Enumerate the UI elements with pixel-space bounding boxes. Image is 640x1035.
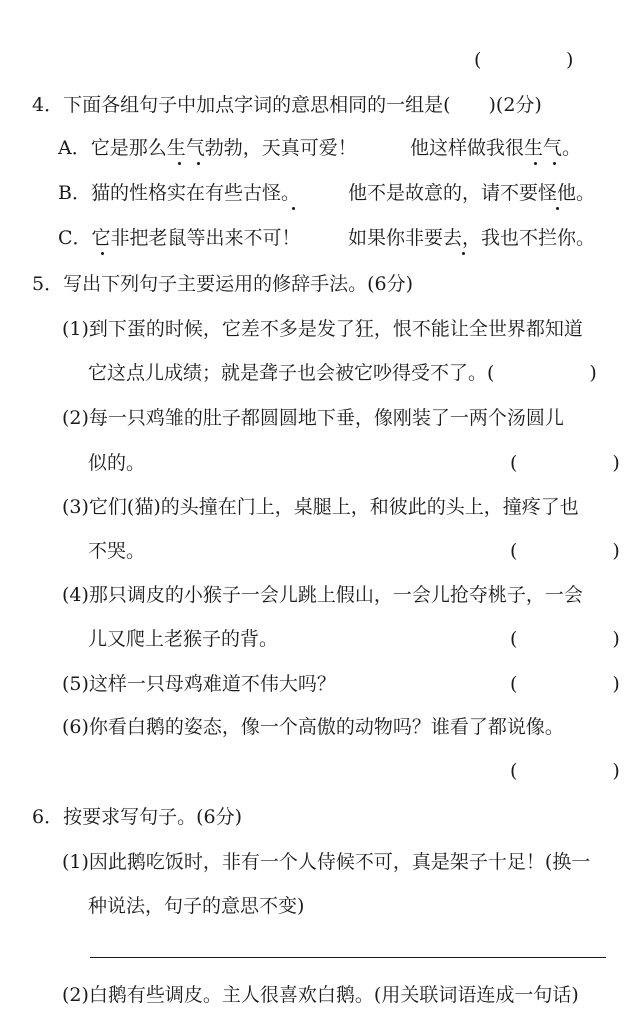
option-c-right: 如果你非要去，我也不拦你。 <box>348 227 596 249</box>
q5-item-6-answer[interactable]: ( ) <box>510 760 620 782</box>
q5-item-6: (6)你看白鹅的姿态，像一个高傲的动物吗？谁看了都说像。 <box>62 716 564 738</box>
option-b-right: 他不是故意的，请不要怪他。 <box>348 182 596 204</box>
emphasis-dot <box>553 162 556 165</box>
q5-item-2-line-2: 似的。 <box>88 452 146 474</box>
emphasis-dot <box>101 252 104 255</box>
q5-item-3-answer[interactable]: ( ) <box>510 540 620 562</box>
question-6-stem: 6．按要求写句子。(6分) <box>32 806 243 828</box>
emphasis-dot <box>178 162 181 165</box>
emphasis-dot <box>556 207 559 210</box>
q5-item-5-answer[interactable]: ( ) <box>510 673 620 695</box>
answer-parentheses[interactable]: ( ) <box>474 49 574 71</box>
question-5-stem: 5．写出下列句子主要运用的修辞手法。(6分) <box>32 273 414 295</box>
q6-item-2: (2)白鹅有些调皮。主人很喜欢白鹅。(用关联词语连成一句话) <box>62 984 579 1006</box>
option-b-left: B．猫的性格实在有些古怪。 <box>58 182 300 204</box>
q5-item-3-line-2: 不哭。 <box>88 540 146 562</box>
emphasis-dot <box>197 162 200 165</box>
q5-item-4-line-2: 儿又爬上老猴子的背。 <box>88 628 279 650</box>
q5-item-2-line-1: (2)每一只鸡雏的肚子都圆圆地下垂，像刚装了一两个汤圆儿 <box>62 407 564 429</box>
q5-item-1-line-2: 它这点儿成绩；就是聋子也会被它吵得受不了。( ) <box>88 362 597 384</box>
q5-item-4-answer[interactable]: ( ) <box>510 628 620 650</box>
emphasis-dot <box>292 207 295 210</box>
q5-item-5: (5)这样一只母鸡难道不伟大吗？ <box>62 673 336 695</box>
q5-item-4-line-1: (4)那只调皮的小猴子一会儿跳上假山，一会儿抢夺桃子，一会 <box>62 584 583 606</box>
emphasis-dot <box>462 252 465 255</box>
q5-item-2-answer[interactable]: ( ) <box>510 452 620 474</box>
q5-item-3-line-1: (3)它们(猫)的头撞在门上，桌腿上，和彼此的头上，撞疼了也 <box>62 496 579 518</box>
question-4-stem: 4．下面各组句子中加点字词的意思相同的一组是( )(2分) <box>32 94 542 116</box>
emphasis-dot <box>534 162 537 165</box>
option-c-left: C．它非把老鼠等出来不可！ <box>58 227 301 249</box>
answer-line[interactable] <box>90 957 606 958</box>
q5-item-1-line-1: (1)到下蛋的时候，它差不多是发了狂，恨不能让全世界都知道 <box>62 318 583 340</box>
q6-item-1-line-1: (1)因此鹅吃饭时，非有一个人侍候不可，真是架子十足！(换一 <box>62 851 591 873</box>
option-a-right: 他这样做我很生气。 <box>410 137 582 159</box>
option-a-left: A．它是那么生气勃勃，天真可爱！ <box>58 137 357 159</box>
q6-item-1-line-2: 种说法，句子的意思不变) <box>88 895 305 917</box>
